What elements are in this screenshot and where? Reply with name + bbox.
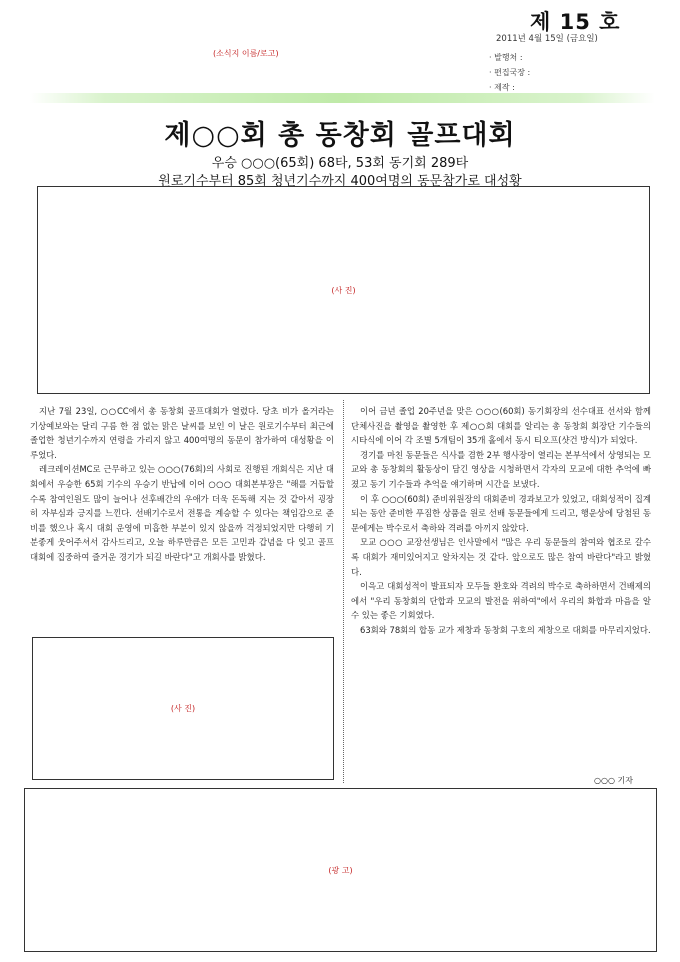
- advertisement-placeholder: [24, 788, 657, 952]
- main-photo-placeholder: [37, 186, 650, 394]
- publication-meta: [489, 50, 530, 95]
- article-paragraph: 이윽고 대회성적이 발표되자 모두들 환호와 격려의 박수로 축하하면서 건배제의에서 "우리 동창회의 단합과 모교의 발전을 위하여"에서 우리의 화합과 마음을 알 수 있는 좋은 기회였다.: [351, 581, 651, 621]
- issue-number: 제 15 호: [530, 10, 621, 34]
- column-divider: [343, 400, 344, 783]
- advertisement-label: (광 고): [328, 865, 353, 875]
- header-divider-bar: [30, 93, 655, 103]
- article-column-right: [351, 404, 651, 638]
- article-paragraph: 모교 ○○○ 교장선생님은 인사말에서 "많은 우리 동문들의 참여와 협조로 갈수록 대회가 재미있어지고 알차지는 것 같다. 앞으로도 많은 참여 바란다"라고 밝혔다.: [351, 537, 651, 577]
- secondary-photo-placeholder: [32, 637, 334, 780]
- article-column-left: [30, 404, 334, 565]
- article-paragraph: 레크레이션MC로 근무하고 있는 ○○○(76회)의 사회로 진행된 개회식은 지난 대회에서 우승한 65회 기수의 우승기 반납에 이어 ○○○ 대회본부장은 "해를 거듭할수록 참여인원도 많이 늘어나 선후배간의 우애가 더욱 돈독해 지는 것 같아서 굉장히 자부심과 긍지를 느낀다. 선배기수로서 전통을 계승할 수 있다는 책임감으로 준비를 했으나 혹시 대회 운영에 미흡한 부분이 있지 않을까 걱정되었지만 다행히 기분좋게 웃어주셔서 감사드리고, 오늘 하루만큼은 모든 고민과 갑념을 다 잊고 골프대회에 집중하여 즐거운 경기가 되길 바란다"고 개회사를 밝혔다.: [30, 464, 334, 562]
- article-paragraph: 이 후 ○○○(60회) 준비위원장의 대회준비 경과보고가 있었고, 대회성적이 집계되는 동안 준비한 푸짐한 상품을 원로 선배 동문들에게 드리고, 행운상에 당첨된 동문에게는 박수로서 축하와 격려를 아끼지 않았다.: [351, 493, 651, 533]
- article-subhead-winner: 우승 ○○○(65회) 68타, 53회 동기회 289타: [211, 156, 469, 171]
- article-headline: 제○○회 총 동창회 골프대회: [164, 120, 516, 151]
- article-paragraph: 경기를 마친 동문들은 식사를 겸한 2부 행사장이 열리는 본부석에서 상영되는 모교와 총 동창회의 활동상이 담긴 영상을 시청하면서 각자의 모교에 대한 추억에 빠졌고 동기 기수들과 추억을 얘기하며 시간을 보냈다.: [351, 449, 651, 489]
- article-subhead-attendance: 원로기수부터 85회 청년기수까지 400여명의 동문참가로 대성황: [158, 174, 522, 189]
- article-paragraph: 이어 금년 졸업 20주년을 맞은 ○○○(60회) 동기회장의 선수대표 선서와 함께 단체사진을 촬영을 촬영한 후 제○○회 대회를 알리는 총 동창회 회장단 기수들의 시타식에 이어 각 조별 5개팀이 35개 홀에서 동시 티오프(샷건 방식)가 되었다.: [351, 406, 651, 446]
- newsletter-logo-placeholder: (소식지 이름/로고): [213, 49, 279, 58]
- issue-date: 2011년 4월 15일 (금요일): [496, 34, 598, 44]
- article-paragraph: 지난 7월 23일, ○○CC에서 총 동창회 골프대회가 열렸다. 당초 비가 올거라는 기상예보와는 달리 구름 한 점 없는 맑은 날씨를 보인 이 날은 원로기수부터 최근에 졸업한 청년기수까지 연령을 가리지 않고 400여명의 동문이 참가하여 대성황을 이루었다.: [30, 406, 334, 460]
- producer-label: · 제작 :: [489, 83, 515, 92]
- editor-label: · 편집국장 :: [489, 68, 531, 77]
- reporter-byline: ○○○ 기자: [594, 776, 633, 785]
- article-paragraph: 63회와 78회의 합동 교가 제창과 동창회 구호의 제창으로 대회를 마무리지었다.: [360, 624, 651, 635]
- main-photo-label: (사 진): [331, 285, 356, 295]
- secondary-photo-label: (사 진): [170, 704, 196, 713]
- publisher-label: · 발행처 :: [489, 53, 523, 62]
